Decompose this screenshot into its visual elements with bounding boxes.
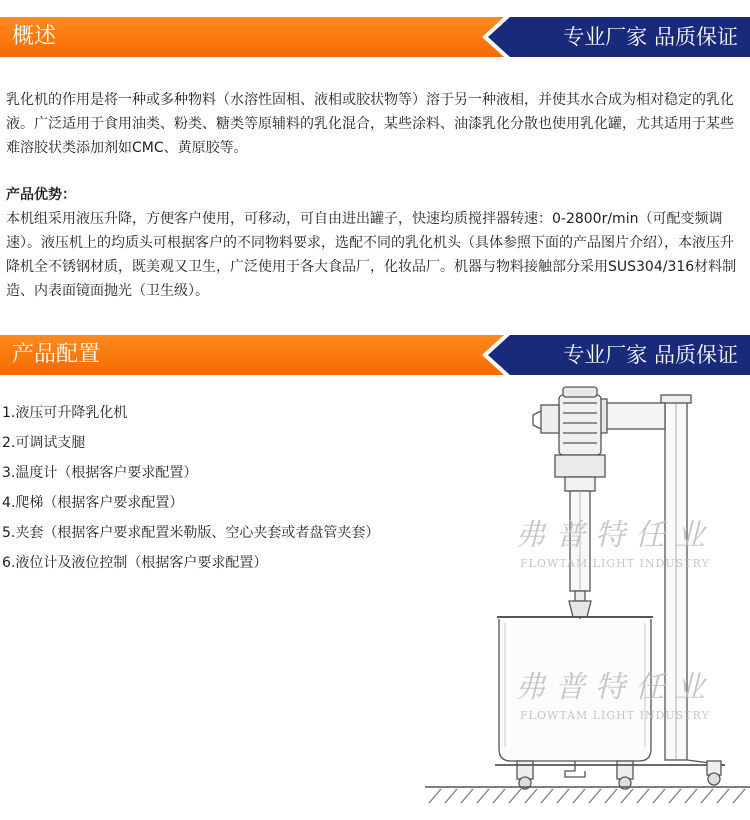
config-item: 5.夹套（根据客户要求配置米勒版、空心夹套或者盘管夹套） (2, 525, 380, 541)
banner-orange-bar (0, 17, 560, 57)
section-title-overview: 概述 (12, 24, 57, 49)
watermark-logo: 弗普特任业 (515, 518, 715, 553)
section-title-config: 产品配置 (12, 342, 101, 367)
overview-paragraph: 乳化机的作用是将一种或多种物料（水溶性固相、液相或胶状物等）溶于另一种液相，并使其水合成为相对稳定的乳化液。广泛适用于食用油类、粉类、糖类等原辅料的乳化混合，某些涂料、油漆乳化分散也使用乳化罐，尤其适用于某些难溶胶状类添加剂如CMC、黄原胶等。 (6, 92, 734, 156)
watermark-subtitle: FLOWTAM LIGHT INDUSTRY (520, 557, 710, 570)
watermark-subtitle: FLOWTAM LIGHT INDUSTRY (520, 709, 710, 722)
config-item: 6.液位计及液位控制（根据客户要求配置） (2, 555, 268, 571)
banner-slogan: 专业厂家 品质保证 (563, 343, 738, 367)
config-item: 1.液压可升降乳化机 (2, 405, 128, 421)
config-item: 3.温度计（根据客户要求配置） (2, 465, 198, 481)
config-item: 4.爬梯（根据客户要求配置） (2, 495, 184, 511)
config-item: 2.可调试支腿 (2, 435, 86, 451)
banner-slogan: 专业厂家 品质保证 (563, 25, 738, 49)
config-list (2, 398, 482, 578)
advantages-heading: 产品优势： (6, 187, 76, 203)
advantages-paragraph: 本机组采用液压升降，方便客户使用，可移动，可自由进出罐子，快速均质搅拌器转速：0-2800r/min（可配变频调速）。液压机上的均质头可根据客户的不同物料要求，选配不同的乳化机头（具体参照下面的产品图片介绍），本液压升降机全不锈钢材质，既美观又卫生，广泛使用于各大食品厂，化妆品厂。机器与物料接触部分采用SUS304/316材料制造、内表面镜面抛光（卫生级）。 (6, 211, 737, 299)
watermark-logo: 弗普特任业 (515, 670, 715, 705)
overview-banner (0, 17, 750, 57)
config-banner (0, 335, 750, 375)
emulsifier-machine-drawing (425, 385, 750, 817)
